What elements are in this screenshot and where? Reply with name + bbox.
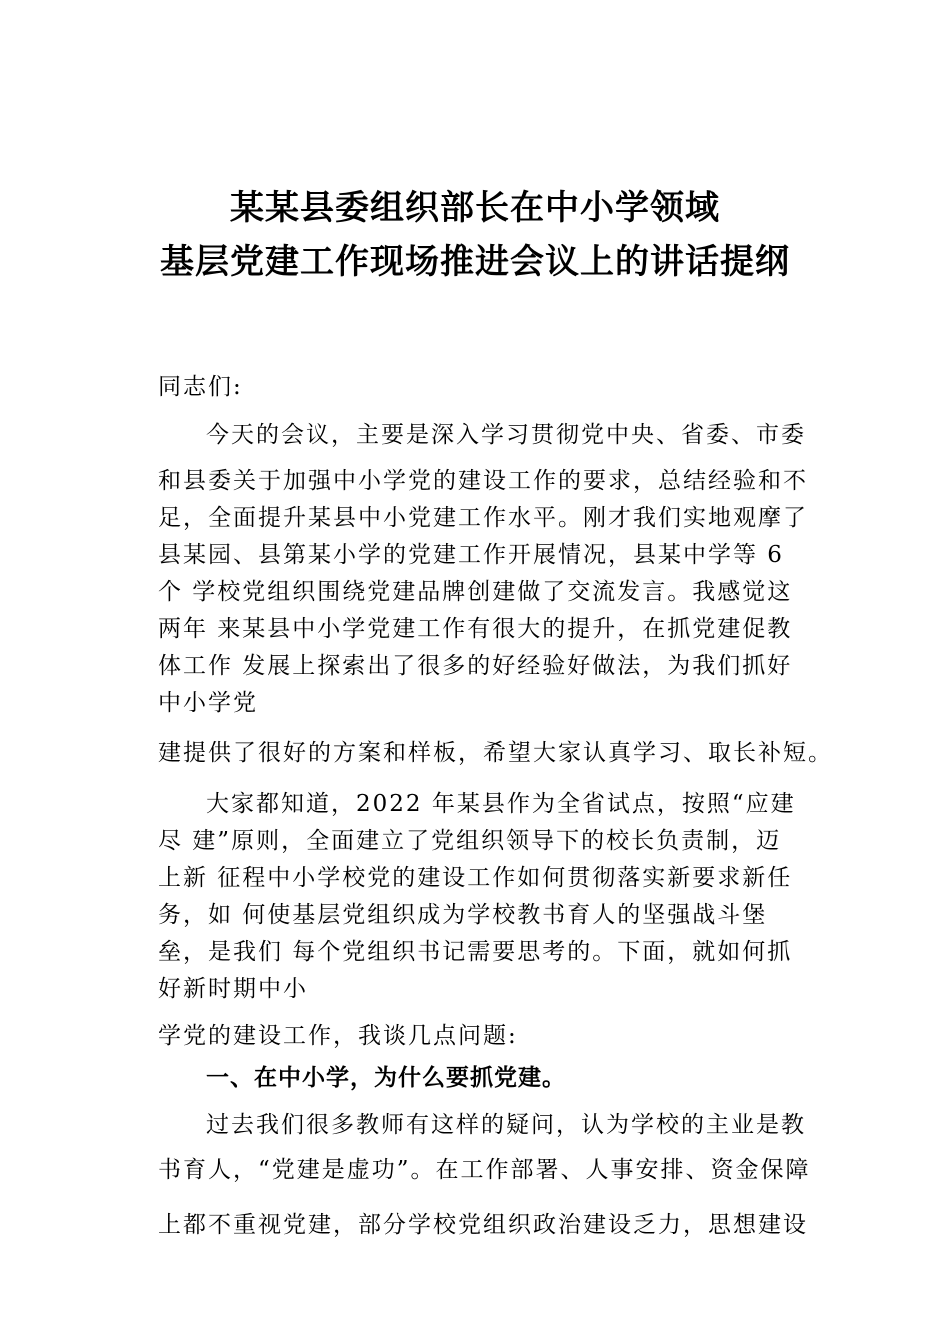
body-line: 今天的会议，主要是深入学习贯彻党中央、省委、市委 <box>206 422 806 448</box>
body-line: 上新 征程中小学校党的建设工作如何贯彻落实新要求新任 <box>158 865 793 891</box>
body-line: 足，全面提升某县中小党建工作水平。刚才我们实地观摩了 <box>158 505 808 531</box>
body-line: 县某园、县第某小学的党建工作开展情况，县某中学等 6 <box>158 542 784 568</box>
body-line: 书育人，“党建是虚功”。在工作部署、人事安排、资金保障 <box>158 1157 811 1183</box>
body-line: 垒，是我们 每个党组织书记需要思考的。下面，就如何抓 <box>158 939 793 965</box>
body-line: 大家都知道，2022 年某县作为全省试点，按照“应建 <box>206 791 796 817</box>
document-title-line-2: 基层党建工作现场推进会议上的讲话提纲 <box>160 242 790 282</box>
salutation: 同志们: <box>158 374 243 400</box>
body-line: 务，如 何使基层党组织成为学校教书育人的坚强战斗堡 <box>158 902 768 928</box>
body-line: 两年 来某县中小学党建工作有很大的提升，在抓党建促教 <box>158 616 793 642</box>
document-title-line-1: 某某县委组织部长在中小学领域 <box>230 188 720 228</box>
body-line: 和县委关于加强中小学党的建设工作的要求，总结经验和不 <box>158 468 808 494</box>
section-heading: 一、在中小学，为什么要抓党建。 <box>206 1065 566 1091</box>
body-line: 上都不重视党建，部分学校党组织政治建设乏力，思想建设 <box>158 1212 808 1238</box>
body-line: 体工作 发展上探索出了很多的好经验好做法，为我们抓好 <box>158 653 793 679</box>
body-line: 个 学校党组织围绕党建品牌创建做了交流发言。我感觉这 <box>158 579 793 605</box>
body-line: 好新时期中小 <box>158 976 308 1002</box>
body-line: 建提供了很好的方案和样板，希望大家认真学习、取长补短。 <box>158 740 833 766</box>
body-line: 学党的建设工作，我谈几点问题: <box>158 1023 518 1049</box>
body-line: 过去我们很多教师有这样的疑问，认为学校的主业是教 <box>206 1112 806 1138</box>
body-line: 尽 建”原则，全面建立了党组织领导下的校长负责制，迈 <box>158 828 782 854</box>
body-line: 中小学党 <box>158 690 258 716</box>
